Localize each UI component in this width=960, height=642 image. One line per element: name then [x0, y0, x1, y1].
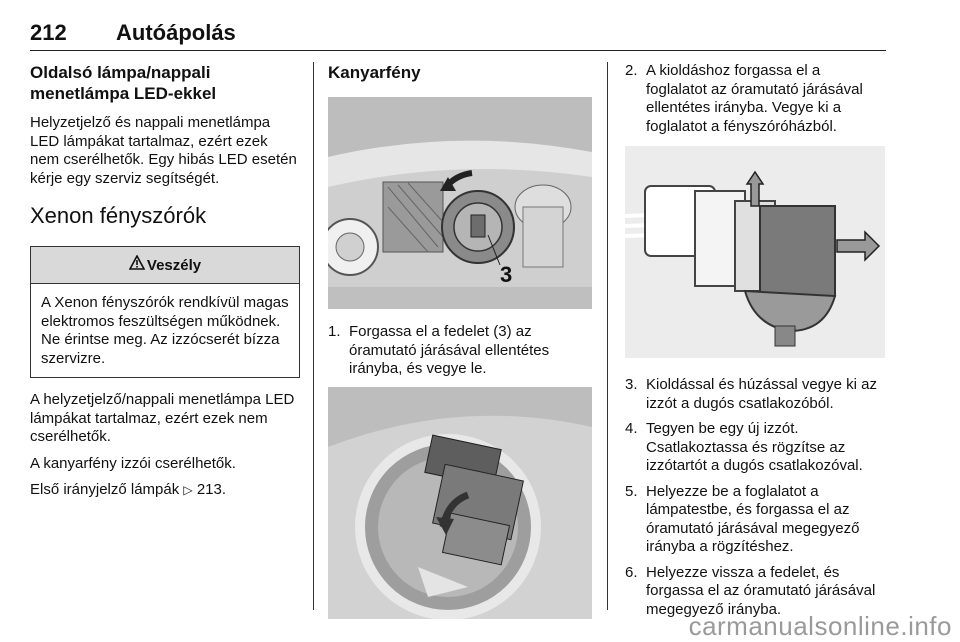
indicator-ref-text: Első irányjelző lámpák [30, 481, 180, 498]
warning-text: A Xenon fényszórók rendkívül magas elektromos feszültségen működnek. Ne érintse meg. Az izzócserét bízza szervizre. [41, 294, 289, 367]
indicator-ref-page[interactable]: 213. [196, 481, 227, 498]
page-reference-arrow-icon: ▷ [183, 483, 193, 497]
warning-header [31, 247, 299, 284]
paragraph-cornering: A kanyarfény izzói cserélhetők. [30, 454, 236, 472]
column-divider [607, 62, 608, 610]
heading-cornering-light: Kanyarfény [328, 63, 421, 82]
heading-xenon: Xenon fényszórók [30, 203, 207, 228]
warning-title: Veszély [146, 256, 202, 274]
callout-3: 3 [500, 262, 513, 287]
column-2 [328, 62, 594, 619]
heading-led-lamps: Oldalsó lámpa/nappali menetlámpa LED-ekkel [30, 63, 217, 103]
page-header [30, 16, 886, 51]
paragraph-indicator-ref [30, 481, 300, 500]
step-item: 2. A kioldáshoz forgassa el a foglalatot az óramutató járásával ellentétes irányba. Vegye ki a foglalatot a fényszóróházból. [625, 62, 863, 135]
column-1 [30, 62, 300, 500]
steps-col3-b [625, 376, 885, 619]
page-number: 212 [30, 20, 67, 45]
paragraph-drl: A helyzetjelző/nappali menetlámpa LED lámpákat tartalmaz, ezért ezek nem cserélhetők. [30, 391, 295, 445]
step-item: 4. Tegyen be egy új izzót. Csatlakoztassa és rögzítse az izzótartót a dugós csatlakozóval. [625, 420, 863, 474]
figure-headlamp-cover [328, 97, 592, 309]
warning-box [30, 246, 300, 378]
column-3 [625, 62, 885, 619]
step-item: 1. Forgassa el a fedelet (3) az óramutató járásával ellentétes irányba, és vegye le. [328, 323, 550, 377]
steps-col3-a [625, 62, 885, 136]
figure-bulb-release [625, 146, 885, 358]
paragraph-led: Helyzetjelző és nappali menetlámpa LED lámpákat tartalmaz, ezért ezek nem cserélhetők. Egy hibás LED esetén kérje egy szerviz segítségét. [30, 114, 297, 187]
figure-bulb-socket [328, 387, 592, 619]
watermark: carmanualsonline.info [688, 611, 952, 641]
step-item: 6. Helyezze vissza a fedelet, és forgassa el az óramutató járásával megegyező irányba. [625, 563, 876, 618]
step-item: 5. Helyezze be a foglalatot a lámpatestbe, és forgassa el az óramutató járásával megegyező irányba a rögzítéshez. [625, 482, 860, 555]
warning-triangle-icon [129, 255, 145, 275]
column-divider [313, 62, 314, 610]
steps-col2 [328, 323, 594, 379]
step-item: 3. Kioldással és húzással vegye ki az izzót a dugós csatlakozóból. [625, 376, 877, 412]
section-title: Autóápolás [116, 20, 236, 45]
